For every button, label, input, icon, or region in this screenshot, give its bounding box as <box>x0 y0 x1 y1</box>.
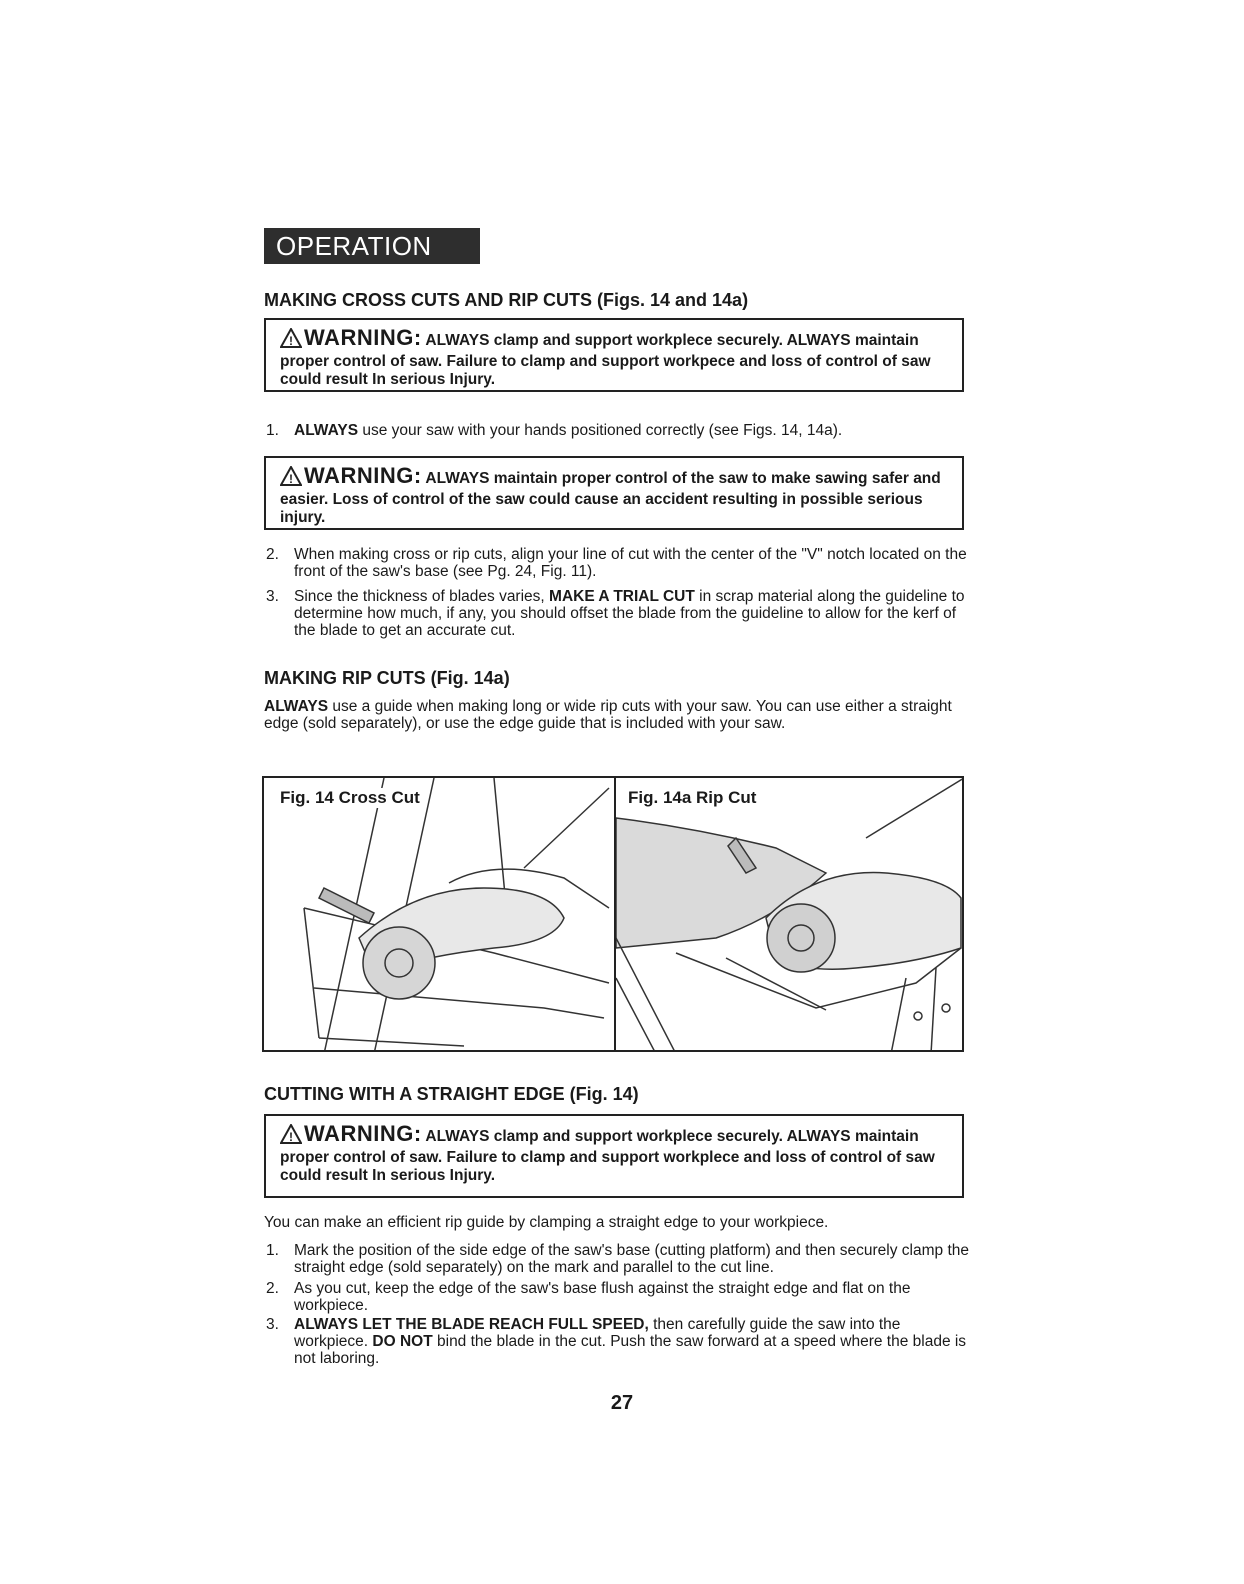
warning-label: WARNING: <box>304 1121 422 1146</box>
item-text-post: in scrap material along the guideline to determine how much, if any, you should offset the blade from the guideline to allow for the kerf of the blade to get an accurate cut. <box>294 588 965 639</box>
warning-box-1 <box>264 318 964 392</box>
warning-triangle-icon <box>280 466 302 491</box>
section-banner: OPERATION cont. <box>264 228 480 264</box>
item-bold: ALWAYS LET THE BLADE REACH FULL SPEED, <box>294 1316 649 1333</box>
straight-edge-intro: You can make an efficient rip guide by clamping a straight edge to your workpiece. <box>264 1214 829 1231</box>
warning-triangle-icon <box>280 1124 302 1149</box>
cross-rip-cuts-heading: MAKING CROSS CUTS AND RIP CUTS (Figs. 14 and 14a) <box>264 290 749 310</box>
rip-cut-illustration <box>616 778 964 1052</box>
item-text-mid: then carefully guide the saw into the workpiece. <box>294 1316 901 1350</box>
page-number: 27 <box>610 1392 634 1414</box>
list-item <box>264 588 976 639</box>
svg-text:!: ! <box>289 334 293 348</box>
straight-edge-heading: CUTTING WITH A STRAIGHT EDGE (Fig. 14) <box>264 1084 639 1104</box>
list-item <box>264 546 976 580</box>
warning-lead: ALWAYS <box>425 332 490 349</box>
warning-triangle-icon <box>280 328 302 353</box>
item-bold: ALWAYS <box>294 422 359 439</box>
item-text-post: bind the blade in the cut. Push the saw forward at a speed where the blade is not laboring. <box>294 1333 967 1367</box>
rip-cuts-paragraph <box>264 698 974 732</box>
item-text-pre: Since the thickness of blades varies, <box>294 588 545 605</box>
warning-lead: ALWAYS <box>425 1128 490 1145</box>
list-item <box>264 1242 976 1276</box>
warning-text: clamp and support workplece securely. ALWAYS maintain proper control of saw. Failure to clamp and support workpece and loss of control of saw could result In serious Injury. <box>280 332 931 388</box>
item-text: As you cut, keep the edge of the saw's base flush against the straight edge and flat on the workpiece. <box>294 1280 911 1314</box>
item-number: 2. <box>266 1280 279 1297</box>
warning-box-3 <box>264 1114 964 1198</box>
para-text: use a guide when making long or wide rip cuts with your saw. You can use either a straight edge (sold separately), or use the edge guide that is included with your saw. <box>264 698 952 732</box>
figure-panel <box>262 776 964 1052</box>
svg-text:!: ! <box>289 472 293 486</box>
cross-cut-illustration <box>264 778 614 1052</box>
figure-14a-caption: Fig. 14a Rip Cut <box>624 788 760 808</box>
item-text: use your saw with your hands positioned correctly (see Figs. 14, 14a). <box>362 422 843 439</box>
item-number: 3. <box>266 588 279 605</box>
item-number: 1. <box>266 422 279 439</box>
list-item <box>264 422 976 439</box>
item-text: When making cross or rip cuts, align your line of cut with the center of the "V" notch located on the front of the saw's base (see Pg. 24, Fig. 11). <box>294 546 967 580</box>
figure-14-caption: Fig. 14 Cross Cut <box>276 788 424 808</box>
warning-lead: ALWAYS <box>425 470 490 487</box>
para-bold: ALWAYS <box>264 698 329 715</box>
item-number: 2. <box>266 546 279 563</box>
item-text: Mark the position of the side edge of the saw's base (cutting platform) and then securely clamp the straight edge (sold separately) on the mark and parallel to the cut line. <box>294 1242 969 1276</box>
item-bold: MAKE A TRIAL CUT <box>549 588 695 605</box>
warning-text: clamp and support workplece securely. ALWAYS maintain proper control of saw. Failure to clamp and support workplece and loss of control of saw could result In serious Injury. <box>280 1128 935 1184</box>
item-number: 3. <box>266 1316 279 1333</box>
warning-text: maintain proper control of the saw to make sawing safer and easier. Loss of control of the saw could cause an accident resulting in possible serious injury. <box>280 470 941 526</box>
list-item <box>264 1280 976 1314</box>
warning-label: WARNING: <box>304 463 422 488</box>
item-bold-2: DO NOT <box>372 1333 433 1350</box>
list-item <box>264 1316 976 1367</box>
warning-box-2 <box>264 456 964 530</box>
rip-cuts-heading: MAKING RIP CUTS (Fig. 14a) <box>264 668 510 688</box>
item-number: 1. <box>266 1242 279 1259</box>
warning-label: WARNING: <box>304 325 422 350</box>
svg-text:!: ! <box>289 1130 293 1144</box>
